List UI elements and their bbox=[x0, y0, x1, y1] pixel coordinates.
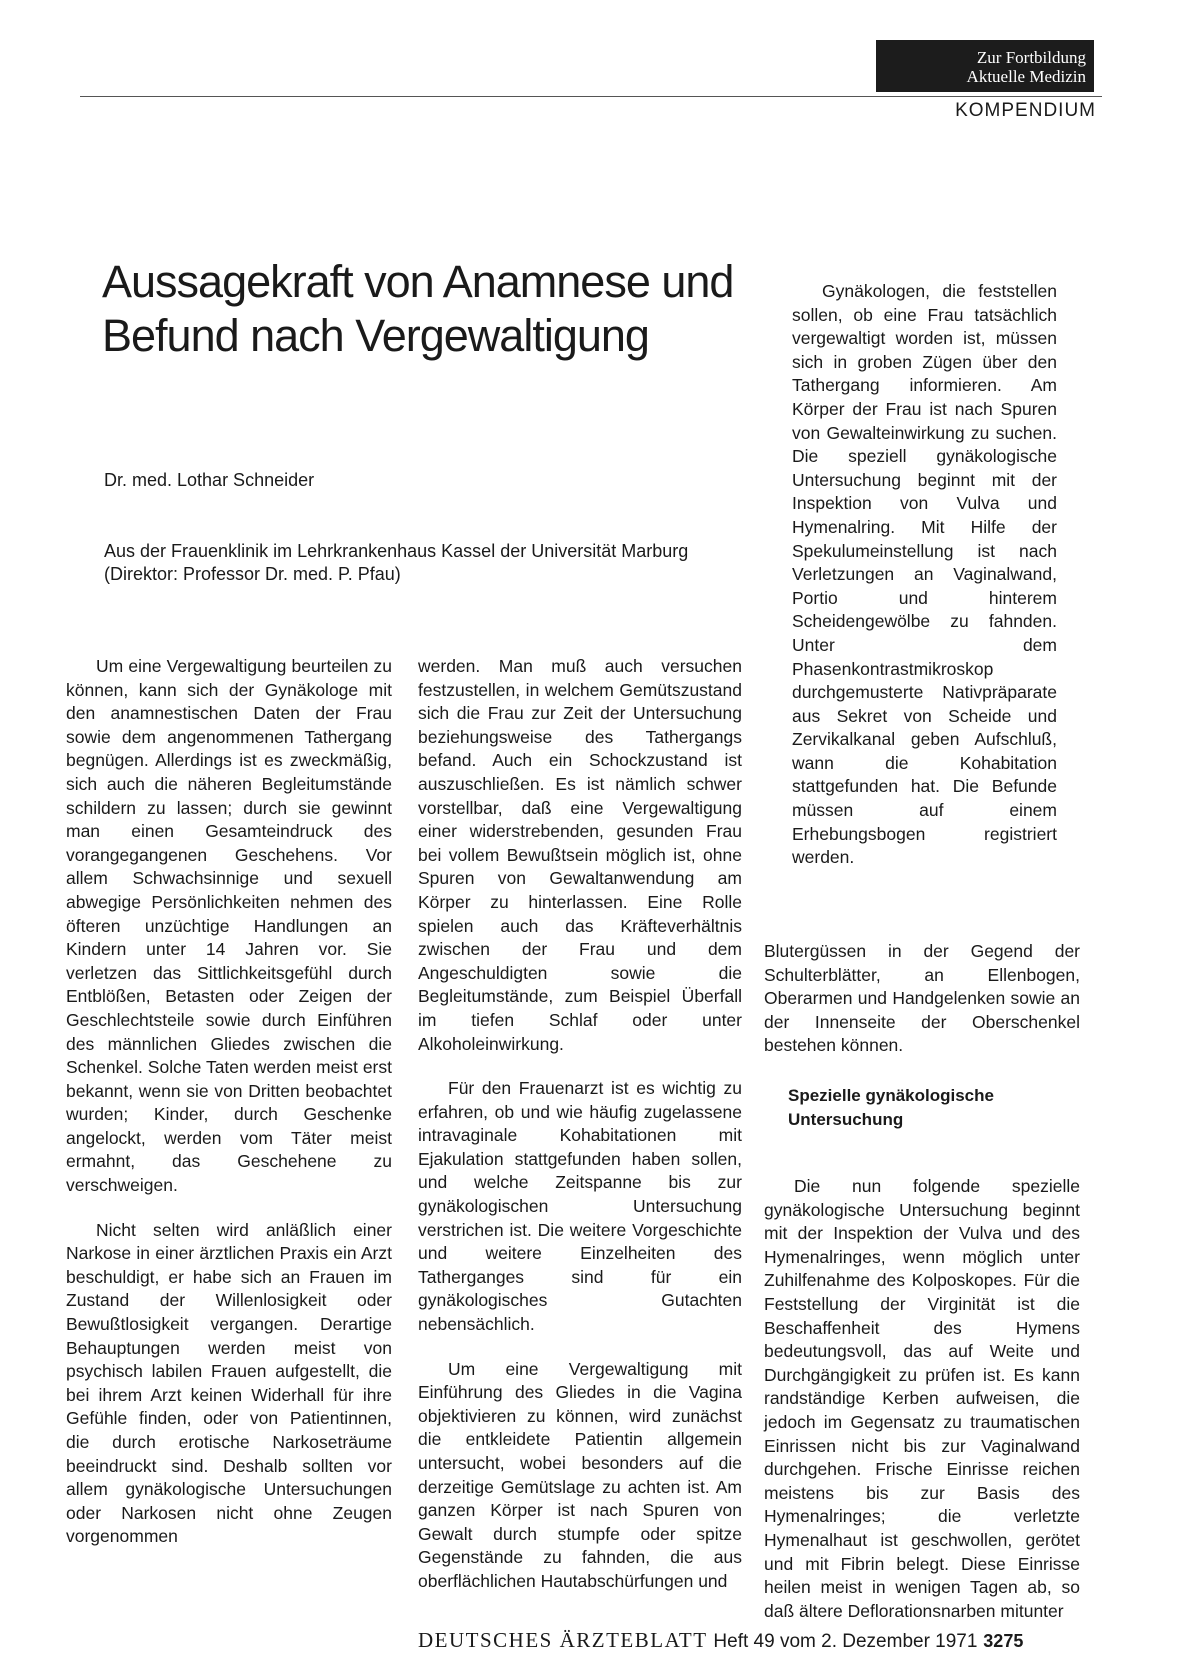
text-column-3-continued bbox=[764, 940, 1080, 1058]
badge-line-2: Aktuelle Medizin bbox=[966, 67, 1086, 86]
text-column-3-bottom bbox=[764, 1175, 1080, 1623]
paragraph: Nicht selten wird anläßlich einer Narkose in einer ärztlichen Praxis ein Arzt beschuldigt, er habe sich an Frauen im Zustand der Willenlosigkeit oder Bewußtlosigkeit vergangen. Derartige Behauptungen werden meist von psychisch labilen Frauen aufgestellt, die bei ihrem Arzt keinen Widerhall für ihre Gefühle finden, oder von Patientinnen, die durch erotische Narkoseträume beeindruckt sind. Deshalb sollten vor allem gynäkologische Untersuchungen oder Narkosen nicht ohne Zeugen vorgenommen bbox=[66, 1219, 392, 1547]
paragraph: Blutergüssen in der Gegend der Schulterblätter, an Ellenbogen, Oberarmen und Handgelenken sowie an der Innenseite der Oberschenkel bestehen können. bbox=[764, 941, 1080, 1056]
text-column-1 bbox=[66, 655, 392, 1549]
issue-info: Heft 49 vom 2. Dezember 1971 bbox=[713, 1631, 978, 1652]
journal-name: DEUTSCHES ÄRZTEBLATT bbox=[418, 1628, 708, 1652]
page-footer bbox=[418, 1628, 1023, 1653]
subheading-text: Spezielle gynäkologische Untersuchung bbox=[788, 1086, 994, 1129]
paragraph: Die nun folgende spezielle gynäkologische Untersuchung beginnt mit der Inspektion der Vulva und des Hymenalringes, wenn möglich unter Zuhilfenahme des Kolposkopes. Für die Feststellung der Virginität ist die Beschaffenheit des Hymens bedeutungsvoll, das auf Weite und Durchgängigkeit zu prüfen ist. Es kann randständige Kerben aufweisen, die jedoch im Gegensatz zu traumatischen Einrissen nicht bis zur Vaginalwand durchgehen. Frische Einrisse reichen meistens bis zur Basis des Hymenalringes; die verletzte Hymenalhaut ist geschwollen, gerötet und mit Fibrin belegt. Diese Einrisse heilen meist in wenigen Tagen ab, so daß ältere Deflorationsnarben mitunter bbox=[764, 1176, 1080, 1621]
section-badge bbox=[876, 40, 1094, 92]
section-subheading bbox=[788, 1084, 1058, 1132]
article-title: Aussagekraft von Anamnese und Befund nach Vergewaltigung bbox=[102, 256, 734, 361]
text-column-2 bbox=[418, 655, 742, 1594]
section-label: KOMPENDIUM bbox=[955, 100, 1096, 121]
paragraph: Um eine Vergewaltigung mit Einführung des Gliedes in die Vagina objektivieren zu können, wird zunächst die entkleidete Patientin allgemein untersucht, wobei besonders auf die derzeitige Gemütslage zu achten ist. Am ganzen Körper ist nach Spuren von Gewalt durch stumpfe oder spitze Gegenstände zu fahnden, die aus oberflächlichen Hautabschürfungen und bbox=[418, 1358, 742, 1591]
summary-paragraph: Gynäkologen, die feststellen sollen, ob eine Frau tatsächlich vergewaltigt worden ist, müssen sich in groben Zügen über den Tathergang informieren. Am Körper der Frau ist nach Spuren von Gewalteinwirkung zu suchen. Die speziell gynäkologische Untersuchung beginnt mit der Inspektion von Vulva und Hymenalring. Mit Hilfe der Spekulumeinstellung ist nach Verletzungen an Vaginalwand, Portio und hinterem Scheidengewölbe zu fahnden. Unter dem Phasenkontrastmikroskop durchgemusterte Nativpräparate aus Sekret von Scheide und Zervikalkanal geben Aufschluß, wann die Kohabitation stattgefunden hat. Die Befunde müssen auf einem Erhebungsbogen registriert werden. bbox=[792, 281, 1057, 868]
article-author: Dr. med. Lothar Schneider bbox=[104, 470, 315, 490]
summary-column bbox=[792, 280, 1057, 870]
paragraph: Für den Frauenarzt ist es wichtig zu erfahren, ob und wie häufig zugelassene intravaginale Kohabitationen mit Ejakulation stattgefunden haben sollen, und welche Zeitspanne bis zur gynäkologischen Untersuchung verstrichen ist. Die weitere Vorgeschichte und weitere Einzelheiten des Tatherganges sind für ein gynäkologisches Gutachten nebensächlich. bbox=[418, 1078, 742, 1335]
article-affiliation: Aus der Frauenklinik im Lehrkrankenhaus Kassel der Universität Marburg (Direktor: Professor Dr. med. P. Pfau) bbox=[104, 541, 689, 584]
paragraph: werden. Man muß auch versuchen festzustellen, in welchem Gemütszustand sich die Frau zur Zeit der Untersuchung beziehungsweise des Tathergangs befand. Auch ein Schockzustand ist auszuschließen. Es ist nämlich schwer vorstellbar, daß eine Vergewaltigung einer widerstrebenden, gesunden Frau bei vollem Bewußtsein möglich ist, ohne Spuren von Gewaltanwendung am Körper zu hinterlassen. Eine Rolle spielen auch das Kräfteverhältnis zwischen der Frau und dem Angeschuldigten sowie die Begleitumstände, zum Beispiel Überfall im tiefen Schlaf oder unter Alkoholeinwirkung. bbox=[418, 656, 742, 1054]
header-rule bbox=[80, 96, 1102, 97]
paragraph: Um eine Vergewaltigung beurteilen zu können, kann sich der Gynäkologe mit den anamnestischen Daten der Frau sowie dem angenommenen Tathergang begnügen. Allerdings ist es zweckmäßig, sich auch die näheren Begleitumstände schildern zu lassen; durch sie gewinnt man einen Gesamteindruck des vorangegangenen Geschehens. Vor allem Schwachsinnige und sexuell abwegige Persönlichkeiten nehmen des öfteren unzüchtige Handlungen an Kindern unter 14 Jahren vor. Sie verletzen das Sittlichkeitsgefühl durch Entblößen, Betasten oder Zeigen der Geschlechtsteile sowie durch Einführen des männlichen Gliedes zwischen die Schenkel. Solche Taten werden meist erst bekannt, wenn sie von Dritten beobachtet wurden; Kinder, durch Geschenke angelockt, werden vom Täter meist ermahnt, das Geschehene zu verschweigen. bbox=[66, 656, 392, 1196]
page-number: 3275 bbox=[983, 1631, 1024, 1651]
badge-line-1: Zur Fortbildung bbox=[976, 48, 1086, 67]
